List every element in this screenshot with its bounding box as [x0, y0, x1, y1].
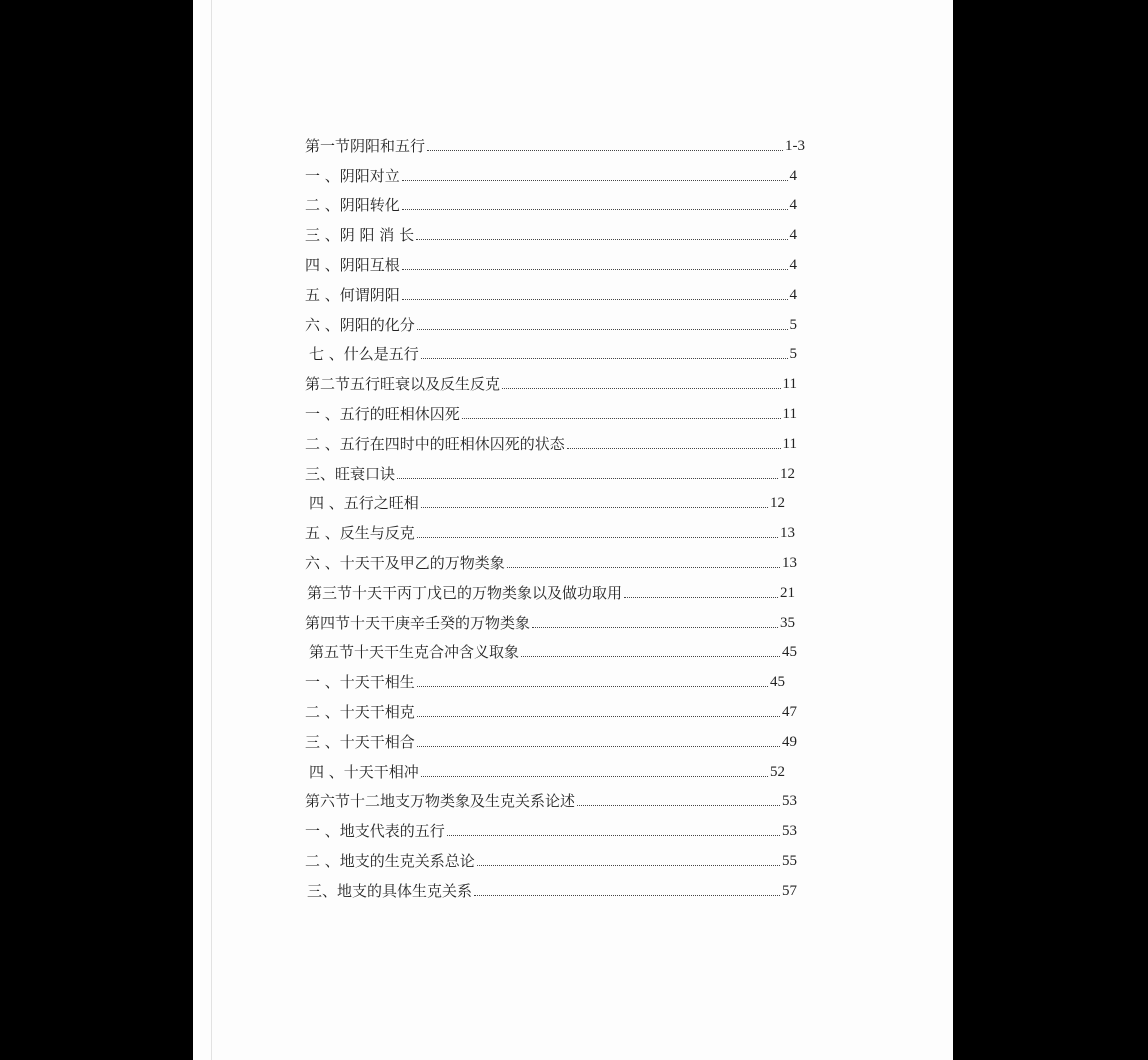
toc-entry [305, 307, 805, 337]
toc-entry [305, 843, 805, 873]
toc-entry [305, 664, 805, 694]
toc-dot-leader [421, 507, 768, 508]
toc-entry-page-number: 45 [770, 674, 785, 691]
toc-entry [305, 515, 805, 545]
toc-entry [305, 456, 805, 486]
toc-entry-title: 六 、十天干及甲乙的万物类象 [305, 553, 505, 572]
toc-dot-leader [417, 716, 780, 717]
toc-entry-page-number: 5 [789, 316, 797, 333]
toc-entry-page-number: 11 [782, 376, 797, 393]
toc-entry-title: 七 、什么是五行 [309, 345, 419, 364]
toc-entry-title: 二 、地支的生克关系总论 [305, 851, 475, 870]
toc-dot-leader [624, 597, 778, 598]
toc-entry-page-number: 4 [789, 227, 797, 244]
toc-entry-title: 三 、阴 阳 消 长 [305, 226, 415, 245]
toc-entry [305, 575, 805, 605]
toc-entry-title: 第五节十天干生克合冲含义取象 [309, 643, 520, 662]
toc-entry-page-number: 57 [782, 882, 797, 899]
toc-entry [305, 635, 805, 665]
toc-entry-page-number: 4 [789, 197, 797, 214]
toc-entry-page-number: 4 [789, 167, 797, 184]
toc-entry-page-number: 53 [782, 823, 797, 840]
toc-dot-leader [462, 418, 781, 419]
toc-entry-title: 二 、十天干相克 [305, 702, 415, 721]
page-edge-line [211, 0, 212, 1060]
toc-entry-page-number: 52 [770, 763, 785, 780]
toc-entry [305, 754, 805, 784]
toc-entry [305, 426, 805, 456]
toc-dot-leader [417, 686, 768, 687]
toc-dot-leader [417, 329, 788, 330]
toc-dot-leader [421, 776, 768, 777]
toc-entry-title: 一 、地支代表的五行 [305, 822, 445, 841]
toc-entry-title: 四 、五行之旺相 [309, 494, 419, 513]
toc-dot-leader [477, 865, 780, 866]
toc-dot-leader [447, 835, 780, 836]
toc-entry-page-number: 47 [782, 703, 797, 720]
toc-dot-leader [427, 150, 783, 151]
toc-entry [305, 247, 805, 277]
toc-entry-title: 四 、阴阳互根 [305, 255, 400, 274]
toc-dot-leader [507, 567, 780, 568]
toc-entry-title: 第二节五行旺衰以及反生反克 [305, 375, 501, 394]
toc-entry-title: 五 、何谓阴阳 [305, 285, 400, 304]
toc-entry-title: 第一节阴阳和五行 [305, 136, 426, 155]
toc-entry [305, 128, 805, 158]
toc-entry-title: 一 、五行的旺相休囚死 [305, 404, 460, 423]
toc-dot-leader [416, 239, 787, 240]
toc-entry-page-number: 12 [780, 465, 795, 482]
toc-entry [305, 724, 805, 754]
toc-entry [305, 366, 805, 396]
toc-entry-title: 二 、阴阳转化 [305, 196, 400, 215]
toc-dot-leader [402, 209, 788, 210]
toc-dot-leader [397, 478, 778, 479]
toc-dot-leader [417, 746, 780, 747]
toc-entry-page-number: 11 [782, 435, 797, 452]
toc-dot-leader [417, 537, 778, 538]
toc-entry-page-number: 1-3 [785, 137, 805, 154]
toc-entry-title: 三 、十天干相合 [305, 732, 415, 751]
toc-entry-page-number: 49 [782, 733, 797, 750]
toc-dot-leader [532, 627, 778, 628]
toc-entry-page-number: 21 [780, 584, 795, 601]
toc-entry-page-number: 12 [770, 495, 785, 512]
toc-entry-page-number: 13 [782, 554, 797, 571]
toc-entry-title: 五 、反生与反克 [305, 524, 415, 543]
toc-entry [305, 545, 805, 575]
toc-entry [305, 873, 805, 903]
toc-dot-leader [502, 388, 781, 389]
toc-entry [305, 158, 805, 188]
table-of-contents [305, 128, 805, 903]
toc-entry-title: 第六节十二地支万物类象及生克关系论述 [305, 792, 576, 811]
toc-entry-page-number: 4 [789, 286, 797, 303]
toc-entry-title: 一 、阴阳对立 [305, 166, 400, 185]
toc-entry [305, 605, 805, 635]
toc-entry-page-number: 53 [782, 793, 797, 810]
toc-entry-title: 四 、十天干相冲 [309, 762, 419, 781]
toc-entry-title: 一 、十天干相生 [305, 673, 415, 692]
toc-entry-title: 第四节十天干庚辛壬癸的万物类象 [305, 613, 531, 632]
toc-dot-leader [521, 656, 780, 657]
toc-entry-title: 三、旺衰口诀 [305, 464, 396, 483]
toc-entry-page-number: 45 [782, 644, 797, 661]
toc-entry-title: 三、地支的具体生克关系 [307, 881, 473, 900]
toc-entry-title: 第三节十天干丙丁戊已的万物类象以及做功取用 [307, 583, 623, 602]
toc-entry [305, 277, 805, 307]
toc-entry-title: 二 、五行在四时中的旺相休囚死的状态 [305, 434, 565, 453]
toc-entry-page-number: 5 [789, 346, 797, 363]
toc-entry-page-number: 11 [782, 405, 797, 422]
toc-dot-leader [567, 448, 781, 449]
toc-entry-title: 六 、阴阳的化分 [305, 315, 415, 334]
toc-dot-leader [474, 895, 780, 896]
toc-entry [305, 217, 805, 247]
toc-entry-page-number: 13 [780, 525, 795, 542]
toc-entry [305, 486, 805, 516]
toc-entry [305, 694, 805, 724]
toc-dot-leader [402, 180, 788, 181]
toc-entry-page-number: 55 [782, 852, 797, 869]
toc-entry-page-number: 35 [780, 614, 795, 631]
toc-entry [305, 188, 805, 218]
toc-dot-leader [402, 269, 788, 270]
toc-entry [305, 396, 805, 426]
toc-dot-leader [402, 299, 788, 300]
toc-entry [305, 337, 805, 367]
toc-entry [305, 784, 805, 814]
toc-dot-leader [421, 358, 788, 359]
toc-dot-leader [577, 805, 780, 806]
toc-entry-page-number: 4 [789, 256, 797, 273]
toc-entry [305, 813, 805, 843]
